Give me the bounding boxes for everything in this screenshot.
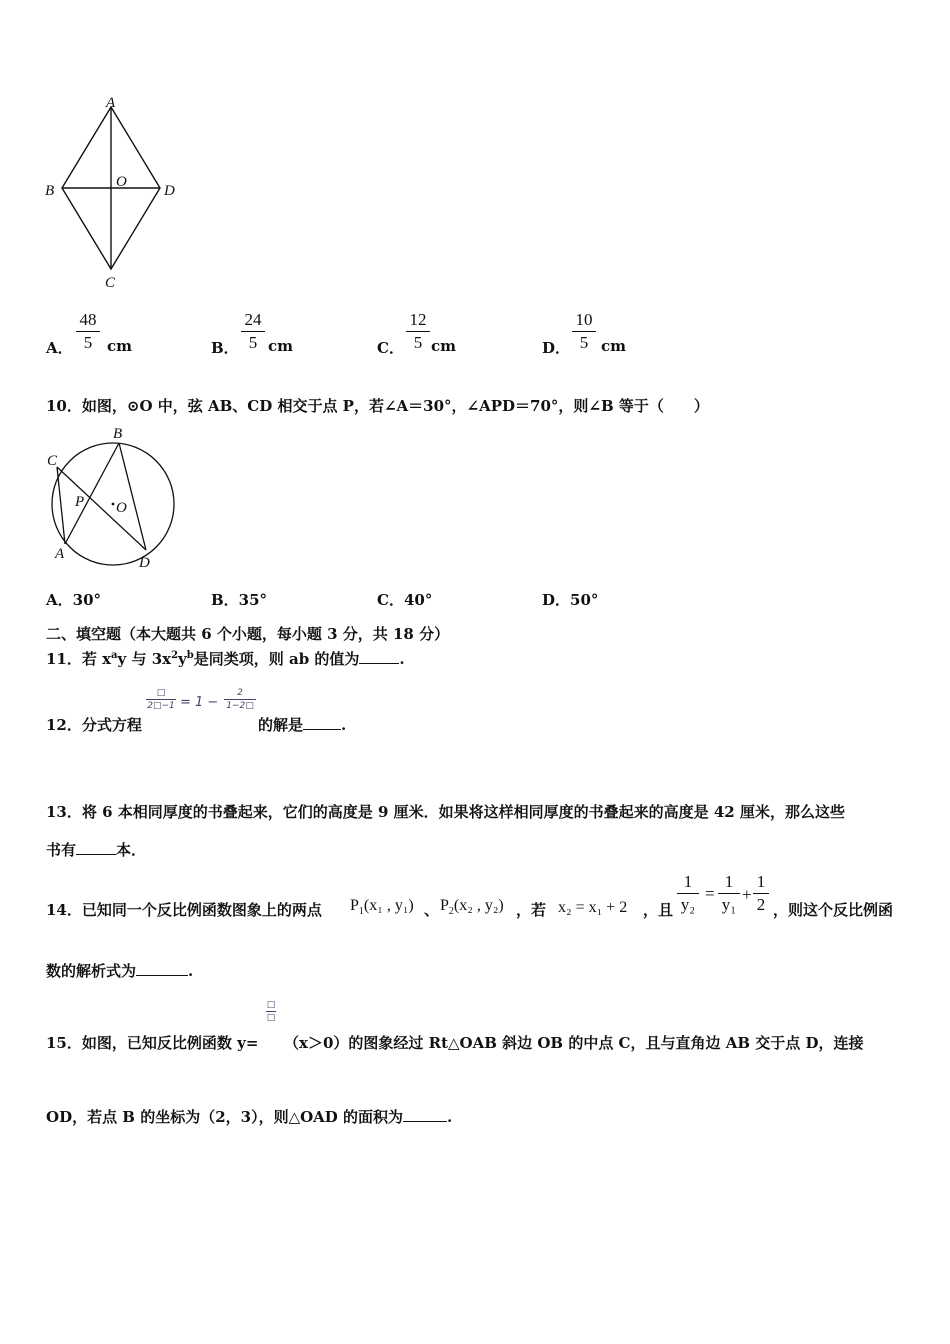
q10-choice-c[interactable]: C．40° <box>377 591 433 609</box>
q14-suffix: ，则这个反比例函 <box>773 901 894 919</box>
label-a: A <box>55 546 65 562</box>
q9-choice-c-letter[interactable]: C． <box>377 339 404 357</box>
q14-fraction-2: 1 y₁ <box>718 873 740 914</box>
q15-suffix: （x＞0）的图象经过 Rt△OAB 斜边 OB 的中点 C，且与直角边 AB 交于点 D，连接 <box>284 1034 864 1052</box>
q10-choice-a[interactable]: A．30° <box>46 591 102 609</box>
q15-prefix: 15．如图，已知反比例函数 y= <box>46 1034 259 1052</box>
q14-answer-blank[interactable] <box>136 961 188 976</box>
circle-figure <box>40 422 190 574</box>
q14-plus: + <box>742 885 752 904</box>
q14-mid: ，若 <box>516 901 547 919</box>
q14-prefix: 14．已知同一个反比例函数图象上的两点 <box>46 901 322 919</box>
q9-choice-b-letter[interactable]: B． <box>211 339 239 357</box>
q11-text: 11．若 $x^ay$ 与 $3x^2y^b$是同类项，则 ab 的值为 . <box>46 650 405 668</box>
q10-choice-b[interactable]: B．35° <box>211 591 268 609</box>
q14-line2: 数的解析式为 . <box>46 962 194 980</box>
segment-bd <box>119 443 146 550</box>
q12-lhs-fraction: □ 2□−1 <box>147 688 175 711</box>
label-o: O <box>116 500 127 516</box>
q11-answer-blank[interactable] <box>359 649 399 664</box>
q14-and: ，且 <box>643 901 674 919</box>
label-c: C <box>47 453 58 469</box>
q10-text: 10．如图，⊙O 中，弦 AB、CD 相交于点 P，若∠A＝30°，∠APD＝70°，则∠B 等于（ ） <box>46 397 709 415</box>
q14-fraction-3: 1 2 <box>753 873 769 914</box>
label-d: D <box>139 555 150 571</box>
q12-suffix: 的解是 . <box>258 716 347 734</box>
label-p: P <box>75 494 85 510</box>
label-b: B <box>113 426 123 442</box>
q14-point-p1: $P_1(x_1$ , y₁) <box>350 897 414 917</box>
q13-answer-blank[interactable] <box>76 840 116 855</box>
q13-line2: 书有 本． <box>46 841 147 859</box>
label-d: D <box>164 183 175 199</box>
q14-fraction-1: 1 y₂ <box>677 873 699 914</box>
q12-answer-blank[interactable] <box>303 715 341 730</box>
q12-equals: = 1 − <box>180 695 219 710</box>
chord-cd <box>57 467 146 550</box>
q15-line2: OD，若点 B 的坐标为（2，3），则△OAD 的面积为 . <box>46 1108 453 1126</box>
q14-condition: x₂ = x₁ + 2 <box>558 899 628 916</box>
q14-point-p2: $P_2(x_2$ , y₂) <box>440 897 504 917</box>
label-a: A <box>106 95 116 111</box>
q9-choice-b-fraction: 24 5 <box>241 311 265 352</box>
q9-choice-c-fraction: 12 5 <box>406 311 430 352</box>
q15-fraction: □ □ <box>266 1000 276 1023</box>
q12-prefix: 12．分式方程 <box>46 716 142 734</box>
q9-choice-d-letter[interactable]: D． <box>542 339 571 357</box>
label-b: B <box>45 183 55 199</box>
label-o: O <box>116 174 127 190</box>
segment-ca <box>57 467 65 544</box>
q9-choice-d-fraction: 10 5 <box>572 311 596 352</box>
q10-choice-d[interactable]: D．50° <box>542 591 599 609</box>
rhombus-figure <box>40 95 190 295</box>
q15-answer-blank[interactable] <box>403 1107 447 1122</box>
q9-choice-a-letter[interactable]: A． <box>46 339 73 357</box>
q14-separator: 、 <box>424 901 440 919</box>
q13-line1: 13．将 6 本相同厚度的书叠起来，它们的高度是 9 厘米．如果将这样相同厚度的书叠起来的高度是 42 厘米，那么这些 <box>46 803 845 821</box>
q14-equals: = <box>705 884 715 903</box>
section-2-heading: 二、填空题（本大题共 6 个小题，每小题 3 分，共 18 分） <box>46 625 450 643</box>
q9-choice-a-fraction: 48 5 <box>76 311 100 352</box>
label-c: C <box>105 275 116 291</box>
center-dot <box>112 503 115 506</box>
q12-rhs-fraction: 2 1−2□ <box>224 688 256 711</box>
